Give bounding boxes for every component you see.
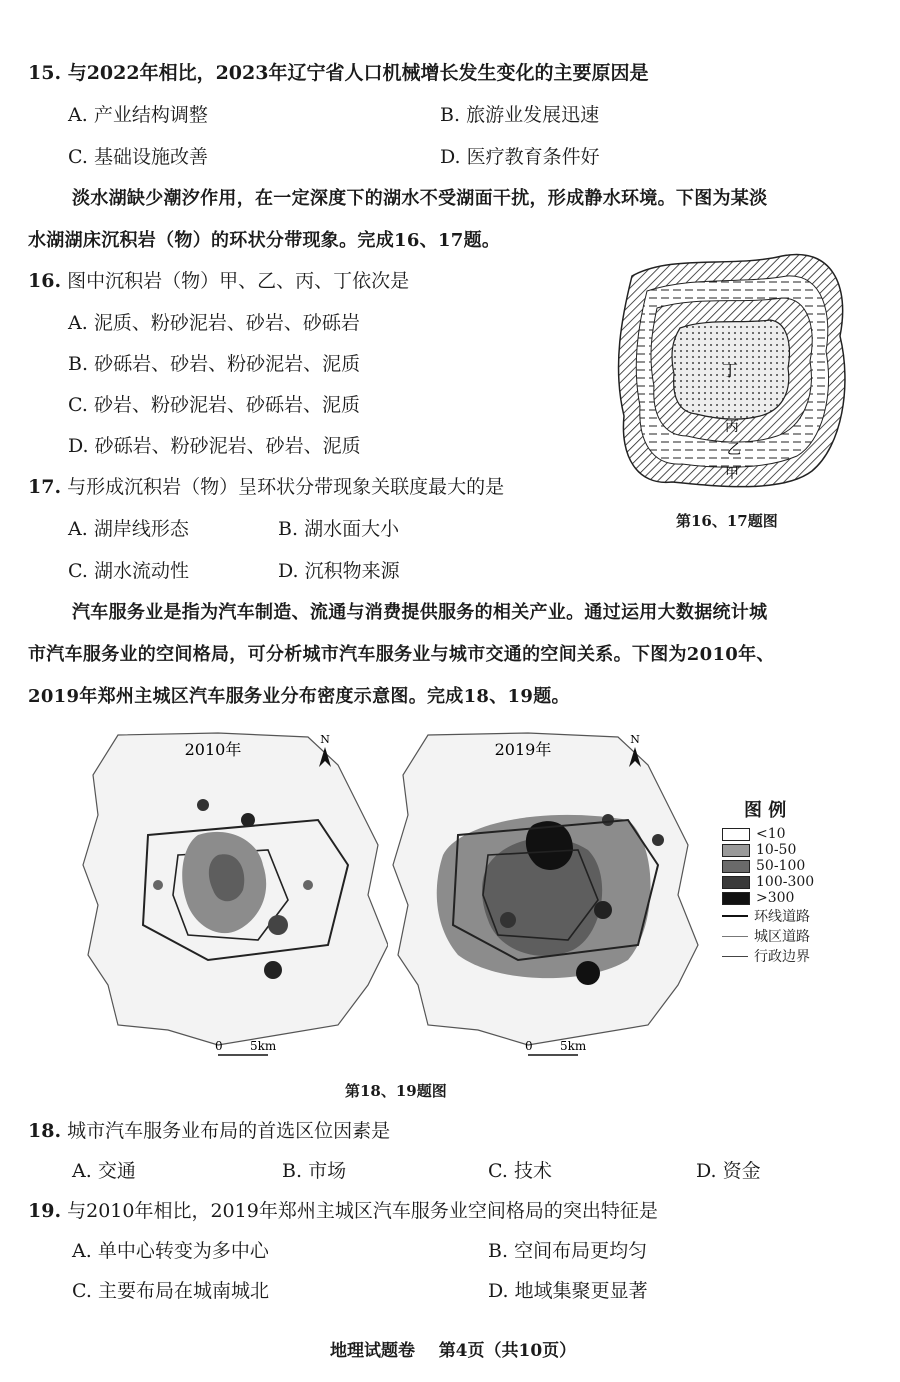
q17-number: 17. <box>28 476 62 498</box>
map-2010 <box>78 725 398 1065</box>
north-arrow-label: N <box>320 733 330 746</box>
passage2-line1: 汽车服务业是指为汽车制造、流通与消费提供服务的相关产业。通过运用大数据统计城 <box>72 602 768 623</box>
q19-stem <box>28 1196 658 1223</box>
legend-item-lt10: <10 <box>722 826 852 842</box>
label-bing: 丙 <box>725 419 739 435</box>
footer-subject: 地理试题卷 <box>330 1341 415 1361</box>
q16-option-d[interactable]: D. 砂砾岩、粉砂泥岩、砂岩、泥质 <box>68 435 361 457</box>
q15-option-c[interactable]: C. 基础设施改善 <box>68 146 208 168</box>
map-legend <box>722 796 852 966</box>
density-point <box>197 799 209 811</box>
q15-stem-text: 与2022年相比，2023年辽宁省人口机械增长发生变化的主要原因是 <box>67 62 649 84</box>
map-2010-title: 2010年 <box>184 740 242 759</box>
q17-stem <box>28 472 504 499</box>
q15-option-b[interactable]: B. 旅游业发展迅速 <box>440 104 600 126</box>
q18-stem <box>28 1116 390 1143</box>
density-point <box>594 901 612 919</box>
q18-option-d[interactable]: D. 资金 <box>696 1160 761 1182</box>
density-point <box>153 880 163 890</box>
legend-item-50-100: 50-100 <box>722 858 852 874</box>
q15-option-d[interactable]: D. 医疗教育条件好 <box>440 146 600 168</box>
q19-option-a[interactable]: A. 单中心转变为多中心 <box>72 1240 269 1262</box>
q15-number: 15. <box>28 62 62 84</box>
density-point <box>500 912 516 928</box>
legend-title: 图 例 <box>744 800 787 821</box>
scale-zero: 0 <box>525 1039 533 1053</box>
legend-line-city-road: 城区道路 <box>722 926 852 946</box>
q18-number: 18. <box>28 1120 62 1142</box>
map-2019 <box>388 725 708 1065</box>
footer-page: 第4页（共10页） <box>438 1341 577 1361</box>
scale-label: 5km <box>560 1039 587 1053</box>
legend-item-100-300: 100-300 <box>722 874 852 890</box>
q16-stem <box>28 266 409 293</box>
legend-item-gt300: >300 <box>722 890 852 906</box>
label-jia: 甲 <box>725 466 739 482</box>
density-point <box>652 834 664 846</box>
legend-line-ring-road: 环线道路 <box>722 906 852 926</box>
q16-option-c[interactable]: C. 砂岩、粉砂泥岩、砂砾岩、泥质 <box>68 394 360 416</box>
q17-option-b[interactable]: B. 湖水面大小 <box>278 518 400 540</box>
q18-option-a[interactable]: A. 交通 <box>72 1160 136 1182</box>
density-point <box>241 813 255 827</box>
passage1-line1: 淡水湖缺少潮汐作用，在一定深度下的湖水不受湖面干扰，形成静水环境。下图为某淡 <box>72 188 768 209</box>
q19-option-d[interactable]: D. 地域集聚更显著 <box>488 1280 648 1302</box>
legend-line-admin-boundary: 行政边界 <box>722 946 852 966</box>
q17-option-c[interactable]: C. 湖水流动性 <box>68 560 189 582</box>
density-point <box>576 961 600 985</box>
q17-option-a[interactable]: A. 湖岸线形态 <box>68 518 189 540</box>
q19-option-b[interactable]: B. 空间布局更均匀 <box>488 1240 648 1262</box>
scale-label: 5km <box>250 1039 277 1053</box>
legend-item-10-50: 10-50 <box>722 842 852 858</box>
q17-option-d[interactable]: D. 沉积物来源 <box>278 560 400 582</box>
q17-stem-text: 与形成沉积岩（物）呈环状分带现象关联度最大的是 <box>67 476 505 498</box>
density-point <box>303 880 313 890</box>
q18-stem-text: 城市汽车服务业布局的首选区位因素是 <box>67 1120 391 1142</box>
q19-option-c[interactable]: C. 主要布局在城南城北 <box>72 1280 269 1302</box>
q19-number: 19. <box>28 1200 62 1222</box>
north-arrow-label: N <box>630 733 640 746</box>
lake-sediment-figure <box>612 246 852 496</box>
q18-option-c[interactable]: C. 技术 <box>488 1160 552 1182</box>
lake-figure-caption: 第16、17题图 <box>676 512 778 530</box>
q16-stem-text: 图中沉积岩（物）甲、乙、丙、丁依次是 <box>67 270 410 292</box>
label-yi: 乙 <box>727 442 741 458</box>
q19-stem-text: 与2010年相比，2019年郑州主城区汽车服务业空间格局的突出特征是 <box>67 1200 658 1222</box>
passage2-line2: 市汽车服务业的空间格局，可分析城市汽车服务业与城市交通的空间关系。下图为2010年、 <box>28 644 775 665</box>
maps-caption: 第18、19题图 <box>345 1082 447 1100</box>
q15-option-a[interactable]: A. 产业结构调整 <box>68 104 208 126</box>
page-footer <box>330 1336 576 1361</box>
density-point <box>264 961 282 979</box>
map-2019-title: 2019年 <box>494 740 552 759</box>
density-point <box>602 814 614 826</box>
q18-option-b[interactable]: B. 市场 <box>282 1160 347 1182</box>
q16-number: 16. <box>28 270 62 292</box>
label-ding: 丁 <box>721 361 739 380</box>
passage2-line3: 2019年郑州主城区汽车服务业分布密度示意图。完成18、19题。 <box>28 686 570 707</box>
scale-zero: 0 <box>215 1039 223 1053</box>
q16-option-a[interactable]: A. 泥质、粉砂泥岩、砂岩、砂砾岩 <box>68 312 360 334</box>
q15-stem <box>28 58 648 85</box>
q16-option-b[interactable]: B. 砂砾岩、砂岩、粉砂泥岩、泥质 <box>68 353 361 375</box>
passage1-line2: 水湖湖床沉积岩（物）的环状分带现象。完成16、17题。 <box>28 230 501 251</box>
density-point <box>268 915 288 935</box>
